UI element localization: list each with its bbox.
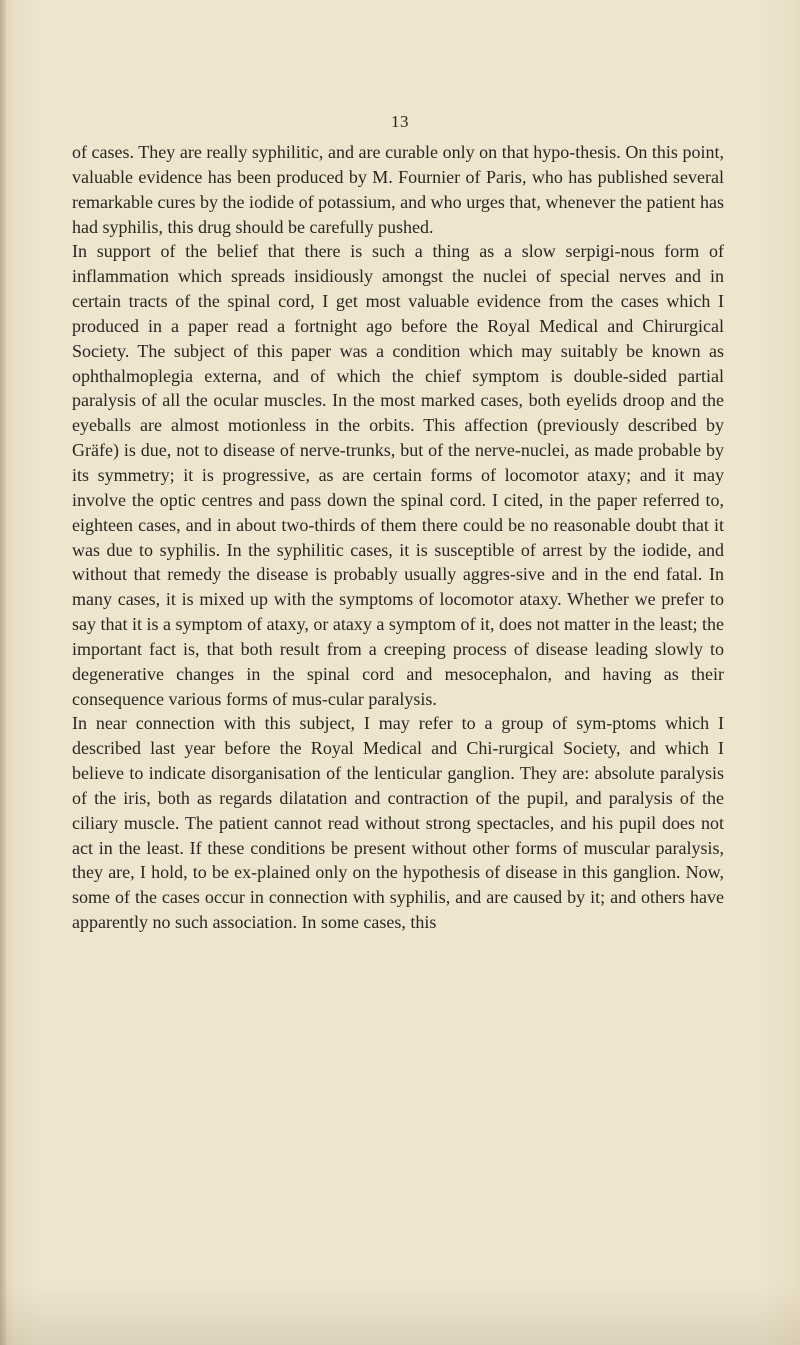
page-fold-shadow bbox=[0, 0, 6, 1345]
body-text bbox=[72, 140, 724, 935]
page-bottom-shade bbox=[0, 1285, 800, 1345]
paragraph-2: In support of the belief that there is such a thing as a slow serpigi-nous form of inflammation which spreads insidiously amongst the nuclei of special nerves and in certain tracts of the spinal cord, I get most valuable evidence from the cases which I produced in a paper read a fortnight ago before the Royal Medical and Chirurgical Society. The subject of this paper was a condition which may suitably be known as ophthalmoplegia externa, and of which the chief symptom is double-sided partial paralysis of all the ocular muscles. In the most marked cases, both eyelids droop and the eyeballs are almost motionless in the orbits. This affection (previously described by Gräfe) is due, not to disease of nerve-trunks, but of the nerve-nuclei, as made probable by its symmetry; it is progressive, as are certain forms of locomotor ataxy; and it may involve the optic centres and pass down the spinal cord. I cited, in the paper referred to, eighteen cases, and in about two-thirds of them there could be no reasonable doubt that it was due to syphilis. In the syphilitic cases, it is susceptible of arrest by the iodide, and without that remedy the disease is probably usually aggres-sive and in the end fatal. In many cases, it is mixed up with the symptoms of locomotor ataxy. Whether we prefer to say that it is a symptom of ataxy, or ataxy a symptom of it, does not matter in the least; the important fact is, that both result from a creeping process of disease leading slowly to degenerative changes in the spinal cord and mesocephalon, and having as their consequence various forms of mus-cular paralysis. bbox=[72, 241, 724, 709]
paragraph-3: In near connection with this subject, I may refer to a group of sym-ptoms which I described last year before the Royal Medical and Chi-rurgical Society, and which I believe to indicate disorganisation of the lenticular ganglion. They are: absolute paralysis of the iris, both as regards dilatation and contraction of the pupil, and paralysis of the ciliary muscle. The patient cannot read without strong spectacles, and his pupil does not act in the least. If these conditions be present without other forms of muscular paralysis, they are, I hold, to be ex-plained only on the hypothesis of disease in this ganglion. Now, some of the cases occur in connection with syphilis, and are caused by it; and others have apparently no such association. In some cases, this bbox=[72, 713, 724, 933]
paragraph-1: of cases. They are really syphilitic, and are curable only on that hypo-thesis. On this point, valuable evidence has been produced by M. Fournier of Paris, who has published several remarkable cures by the iodide of potassium, and who urges that, whenever the patient has had syphilis, this drug should be carefully pushed. bbox=[72, 142, 724, 237]
page-number: 13 bbox=[391, 112, 409, 131]
